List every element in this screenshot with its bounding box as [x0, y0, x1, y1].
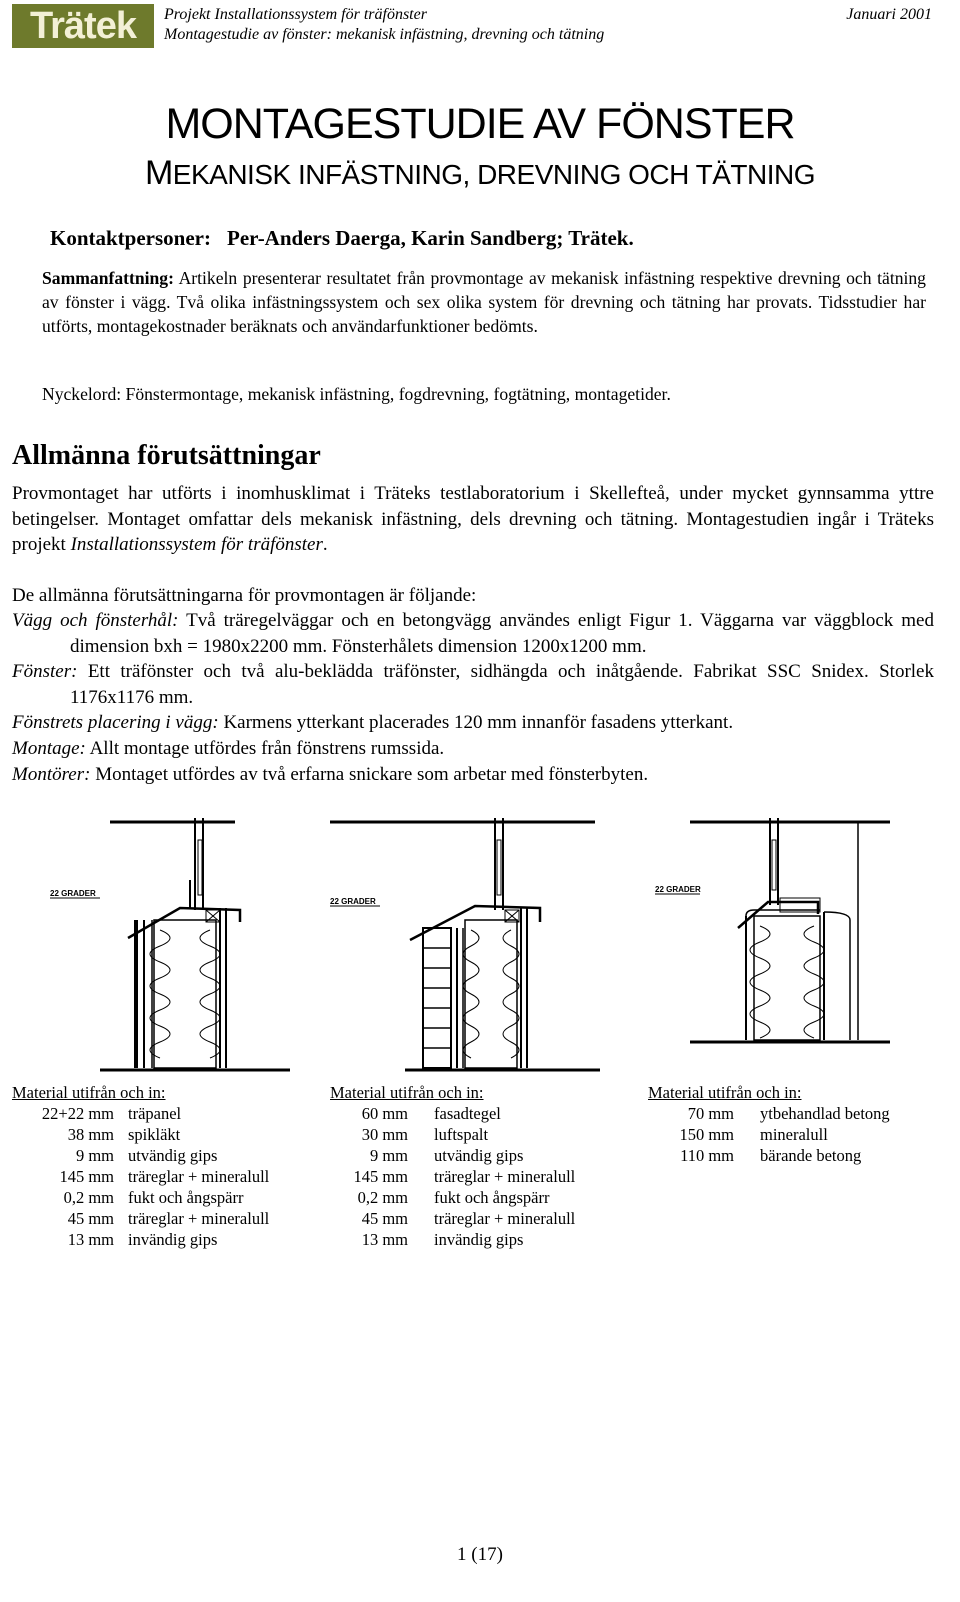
material-row: [330, 1229, 575, 1250]
wall-section-drawing-concrete: [650, 810, 900, 1080]
material-name: fukt och ångspärr: [128, 1188, 244, 1207]
condition-label: Fönster:: [12, 661, 78, 683]
material-thickness: 145 mm: [353, 1167, 408, 1186]
contact-names: Per-Anders Daerga, Karin Sandberg; Trätek.: [227, 226, 634, 250]
material-thickness: 150 mm: [679, 1125, 734, 1144]
material-thickness: 13 mm: [361, 1230, 408, 1249]
condition-label: Fönstrets placering i vägg:: [12, 712, 219, 734]
document-title: MONTAGESTUDIE AV FÖNSTER: [165, 100, 795, 148]
material-name: träreglar + mineralull: [434, 1167, 576, 1186]
material-row: [648, 1124, 890, 1145]
document-subtitle: [0, 154, 960, 193]
material-thickness: 70 mm: [687, 1104, 734, 1123]
material-row: [12, 1229, 269, 1250]
material-list-brick: [330, 1082, 575, 1250]
condition-item: [12, 736, 934, 762]
material-row: [12, 1124, 269, 1145]
header-subtitle-line: Montagestudie av fönster: mekanisk infästning, drevning och tätning: [164, 26, 605, 43]
material-list-concrete: [648, 1082, 890, 1166]
condition-item: [12, 762, 934, 788]
para1-end: .: [322, 534, 328, 556]
material-thickness: 110 mm: [680, 1146, 734, 1165]
material-row: [330, 1103, 575, 1124]
condition-item: [12, 659, 934, 710]
section-paragraph-1: [12, 481, 934, 558]
contact-label: Kontaktpersoner:: [50, 226, 211, 250]
material-thickness: 38 mm: [67, 1125, 114, 1144]
section-paragraph-2: De allmänna förutsättningarna för provmontagen är följande:: [12, 585, 477, 606]
material-name: spikläkt: [128, 1125, 181, 1144]
material-thickness: 145 mm: [59, 1167, 114, 1186]
material-name: träpanel: [128, 1104, 182, 1123]
condition-item: [12, 608, 934, 659]
material-row: [12, 1166, 269, 1187]
material-name: luftspalt: [434, 1125, 489, 1144]
material-row: [330, 1124, 575, 1145]
material-thickness: 9 mm: [369, 1146, 408, 1165]
summary-label: Sammanfattning:: [42, 268, 174, 288]
material-row: [648, 1103, 890, 1124]
material-row: [330, 1208, 575, 1229]
material-name: ytbehandlad betong: [760, 1104, 890, 1123]
material-row: [330, 1145, 575, 1166]
material-thickness: 0,2 mm: [63, 1188, 114, 1207]
condition-text: Karmens ytterkant placerades 120 mm innanför fasadens ytterkant.: [218, 712, 734, 734]
material-row: [12, 1103, 269, 1124]
para1-text: Provmontaget har utförts i inomhusklimat i Träteks testlaboratorium i Skellefteå, under mycket gynnsamma yttre betingelser. Montaget omfattar dels mekanisk infästning, dels drevning och tätning. Montagestudien ingår i Träteks projekt: [12, 483, 934, 556]
tratek-logo: Trätek: [12, 4, 154, 48]
section-heading: Allmänna förutsättningar: [12, 440, 321, 471]
material-thickness: 45 mm: [361, 1209, 408, 1228]
header-project-line: Projekt Installationssystem för träfönster: [164, 6, 427, 23]
material-name: träreglar + mineralull: [128, 1209, 270, 1228]
subtitle-rest: EKANISK INFÄSTNING, DREVNING OCH TÄTNING: [172, 159, 816, 190]
material-name: träreglar + mineralull: [434, 1209, 576, 1228]
condition-text: Ett träfönster och två alu-beklädda träfönster, sidhängda och inåtgående. Fabrikat SSC Snidex. Storlek 1176x1176 mm.: [70, 661, 934, 708]
angle-label: 22 GRADER: [50, 889, 96, 898]
condition-label: Montage:: [12, 737, 86, 759]
material-list-timber: [12, 1082, 269, 1250]
page-number: 1 (17): [457, 1544, 503, 1565]
contact-persons: [50, 226, 634, 251]
material-thickness: 60 mm: [361, 1104, 408, 1123]
project-name: Installationssystem för träfönster: [70, 534, 323, 556]
material-thickness: 9 mm: [75, 1146, 114, 1165]
material-thickness: 30 mm: [361, 1125, 408, 1144]
angle-label: 22 GRADER: [655, 885, 701, 894]
material-name: invändig gips: [434, 1230, 524, 1249]
material-row: [12, 1187, 269, 1208]
summary-text: Artikeln presenterar resultatet från provmontage av mekanisk infästning respektive drevning och tätning av fönster i vägg. Två olika infästningssystem och sex olika system för drevning och tätning har provats. Tidsstudier har utförts, montagekostnader beräknats och användarfunktioner bedömts.: [42, 268, 926, 336]
summary: [42, 266, 926, 338]
header-date: Januari 2001: [846, 6, 932, 23]
material-name: fukt och ångspärr: [434, 1188, 550, 1207]
material-list-heading: Material utifrån och in:: [648, 1083, 802, 1102]
material-name: träreglar + mineralull: [128, 1167, 270, 1186]
material-row: [12, 1145, 269, 1166]
wall-section-drawing-timber: [40, 810, 310, 1080]
material-thickness: 45 mm: [67, 1209, 114, 1228]
material-name: bärande betong: [760, 1146, 862, 1165]
material-row: [12, 1208, 269, 1229]
subtitle-initial: M: [144, 154, 173, 192]
material-name: mineralull: [760, 1125, 828, 1144]
angle-label: 22 GRADER: [330, 897, 376, 906]
material-row: [330, 1187, 575, 1208]
keywords: Nyckelord: Fönstermontage, mekanisk infästning, fogdrevning, fogtätning, montagetider.: [42, 384, 671, 404]
material-row: [330, 1166, 575, 1187]
condition-text: Allt montage utfördes från fönstrens rumssida.: [85, 737, 445, 759]
material-row: [648, 1145, 890, 1166]
condition-text: Montaget utfördes av två erfarna snickare som arbetar med fönsterbyten.: [90, 763, 649, 785]
material-list-heading: Material utifrån och in:: [330, 1083, 484, 1102]
material-list-heading: Material utifrån och in:: [12, 1083, 166, 1102]
material-thickness: 0,2 mm: [357, 1188, 408, 1207]
condition-label: Montörer:: [12, 763, 91, 785]
material-name: fasadtegel: [434, 1104, 501, 1123]
conditions-list: [12, 608, 934, 787]
material-name: utvändig gips: [128, 1146, 218, 1165]
material-name: invändig gips: [128, 1230, 218, 1249]
material-name: utvändig gips: [434, 1146, 524, 1165]
condition-label: Vägg och fönsterhål:: [12, 610, 179, 631]
condition-item: [12, 710, 934, 736]
wall-section-drawing-brick: [325, 810, 605, 1080]
condition-text: Två träregelväggar och en betongvägg användes enligt Figur 1. Väggarna var väggblock med dimension bxh = 1980x2200 mm. Fönsterhålets dimension 1200x1200 mm.: [70, 610, 934, 657]
material-thickness: 13 mm: [67, 1230, 114, 1249]
material-thickness: 22+22 mm: [41, 1104, 114, 1123]
